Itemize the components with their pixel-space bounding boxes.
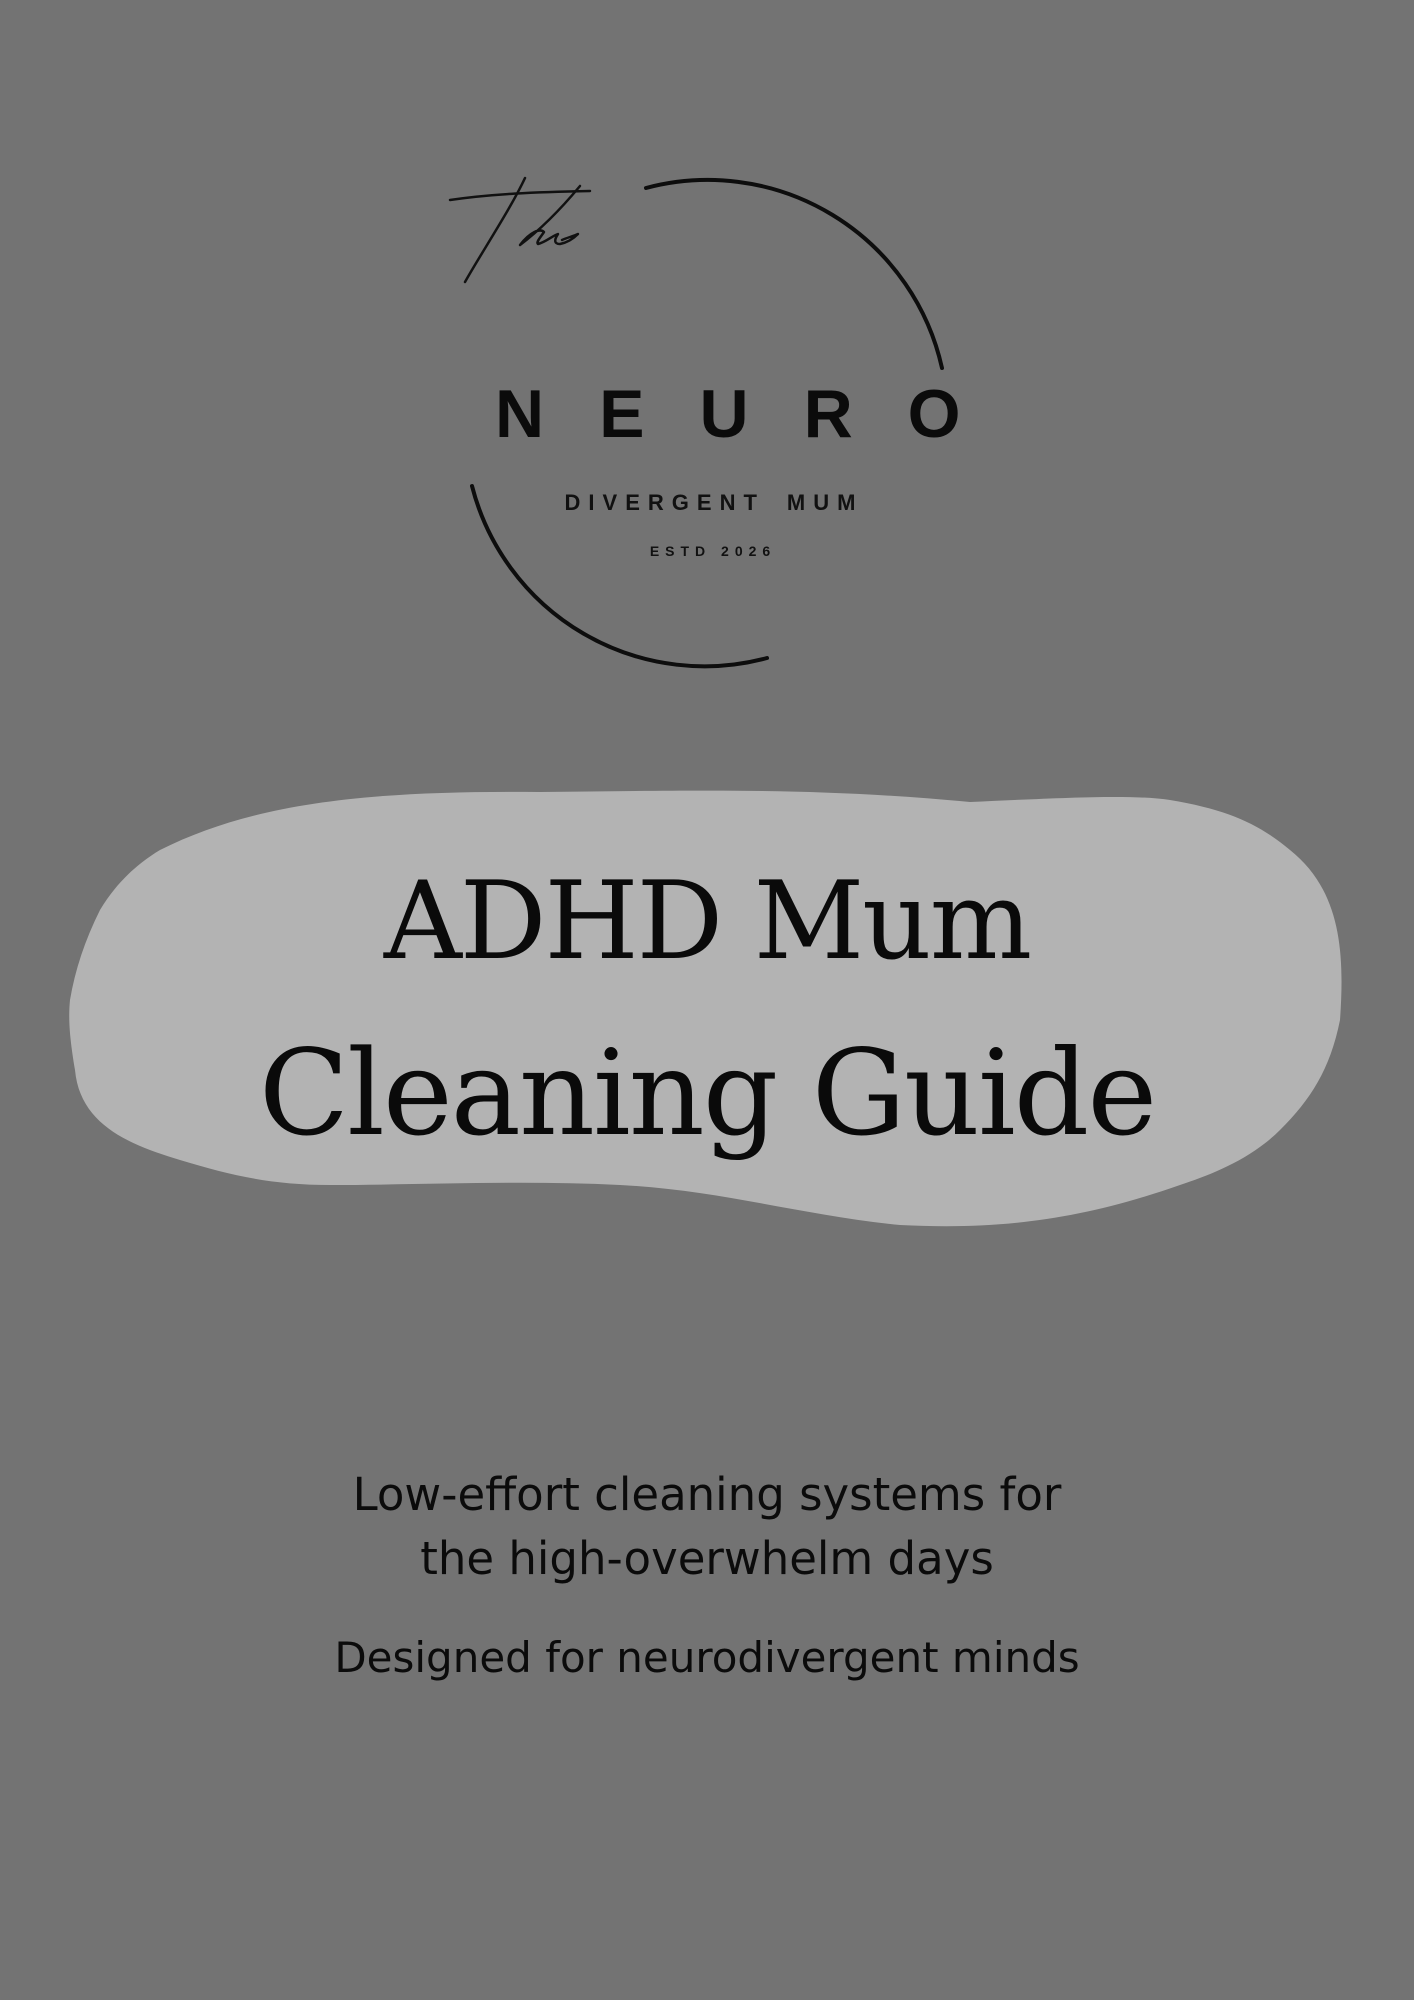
- logo-name: NEURO: [495, 376, 1016, 452]
- title-line-2: Cleaning Guide: [258, 1024, 1156, 1162]
- tagline-line-1: Low-effort cleaning systems for: [352, 1468, 1062, 1521]
- title-line-1: ADHD Mum: [383, 859, 1031, 984]
- brand-logo: [440, 170, 1016, 680]
- logo-script-the: [440, 170, 600, 290]
- logo-subname: [440, 492, 980, 514]
- tagline-line-3: Designed for neurodivergent minds: [334, 1633, 1080, 1682]
- logo-established: ESTD 2026: [649, 543, 777, 559]
- logo-subname-left: DIVERGENT: [564, 490, 765, 515]
- tagline-line-2: the high-overwhelm days: [420, 1532, 994, 1585]
- logo-subname-right: MUM: [786, 490, 864, 515]
